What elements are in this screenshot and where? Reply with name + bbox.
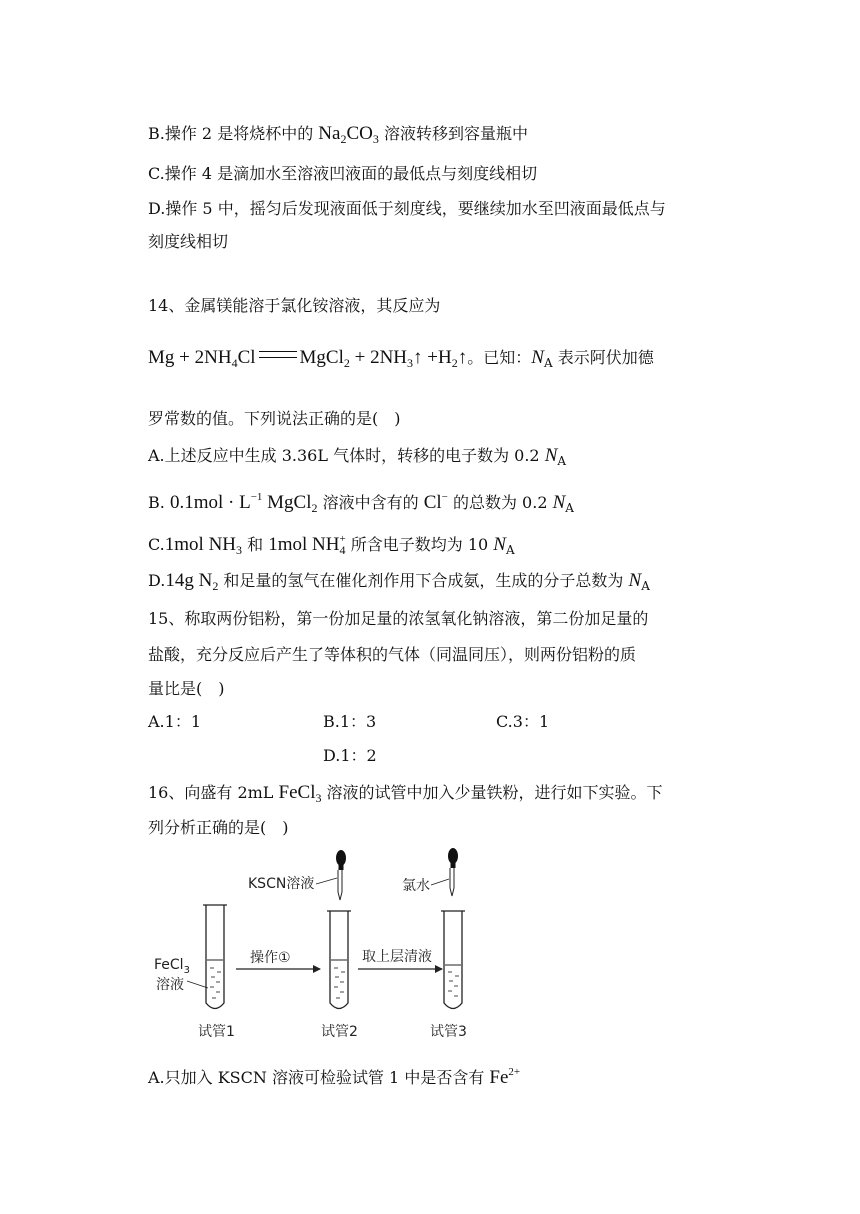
q13-option-d-line1: D.操作 5 中，摇匀后发现液面低于刻度线，要继续加水至凹液面最低点与: [148, 199, 666, 218]
q15-stem-line2: 盐酸，充分反应后产生了等体积的气体（同温同压），则两份铝粉的质: [148, 645, 637, 664]
equals-sign: [259, 351, 297, 358]
dropper-kscn: [336, 850, 346, 900]
q15-option-b: B.1：3: [323, 712, 377, 731]
q15-stem-line1: 15、称取两份铝粉，第一份加足量的浓氢氧化钠溶液，第二份加足量的: [148, 609, 649, 628]
q14-option-a: A.上述反应中生成 3.36L 气体时，转移的电子数为 0.2 $N_A$: [148, 445, 567, 468]
q13-option-b: B.操作 2 是将烧杯中的 $Na_2CO_3$ 溶液转移到容量瓶中: [148, 123, 528, 146]
tube-2-label: 试管2: [321, 1024, 358, 1040]
q16-stem-line1: 16、向盛有 2mL FeCl$_3$ 溶液的试管中加入少量铁粉，进行如下实验。下: [148, 782, 663, 805]
q14-option-b: B. $0.1mol \cdot L^{-1}$ MgCl$_2$ 溶液中含有的 Cl− 的总数为 0.2 $N_A$: [148, 491, 574, 515]
test-tube-2: [327, 911, 351, 1009]
test-tube-1: [203, 905, 227, 1009]
solution-label: 溶液: [156, 977, 184, 993]
fecl3-label: FeCl$_3$: [154, 957, 190, 976]
q14-stem-line2: 罗常数的值。下列说法正确的是( ): [148, 409, 401, 428]
kscn-label: KSCN溶液: [248, 876, 315, 892]
experiment-figure: [140, 848, 480, 1048]
q14-stem-line1: 14、金属镁能溶于氯化铵溶液，其反应为: [148, 296, 441, 315]
q15-option-d: D.1：2: [323, 746, 377, 765]
q15-stem-line3: 量比是( ): [148, 679, 225, 698]
operation-1-label: 操作①: [250, 950, 291, 966]
take-upper-label: 取上层清液: [362, 949, 432, 965]
chlorine-water-label: 氯水: [402, 878, 430, 894]
tube-3-label: 试管3: [430, 1024, 467, 1040]
test-tube-3: [441, 911, 465, 1009]
q16-stem-line2: 列分析正确的是( ): [148, 818, 289, 837]
tube-1-label: 试管1: [198, 1024, 235, 1040]
q13-option-c: C.操作 4 是滴加水至溶液凹液面的最低点与刻度线相切: [148, 164, 538, 183]
q14-option-c: C.1mol $NH_3$ 和 1mol $NH_4^+$ 所含电子数均为 10 $N_A$: [148, 533, 515, 557]
q14-option-d: D.14g $N_2$ 和足量的氢气在催化剂作用下合成氨，生成的分子总数为 $N_A$: [148, 570, 650, 593]
q16-option-a: A.只加入 KSCN 溶液可检验试管 1 中是否含有 $Fe^{2+}$: [148, 1066, 521, 1088]
q13-option-d-line2: 刻度线相切: [148, 232, 229, 251]
dropper-chlorine-water: [448, 848, 458, 896]
q14-equation-line: $Mg + 2NH_4Cl$ MgCl$_2$ + $2NH_3↑$ $+H_2↑$。已知：$N_A$ 表示阿伏加德: [148, 347, 654, 370]
q15-option-a: A.1：1: [148, 712, 202, 731]
q15-option-c: C.3：1: [496, 712, 550, 731]
reaction-equation: $Mg + 2NH_4Cl$ MgCl$_2$ + $2NH_3↑$ $+H_2↑$: [148, 347, 468, 370]
